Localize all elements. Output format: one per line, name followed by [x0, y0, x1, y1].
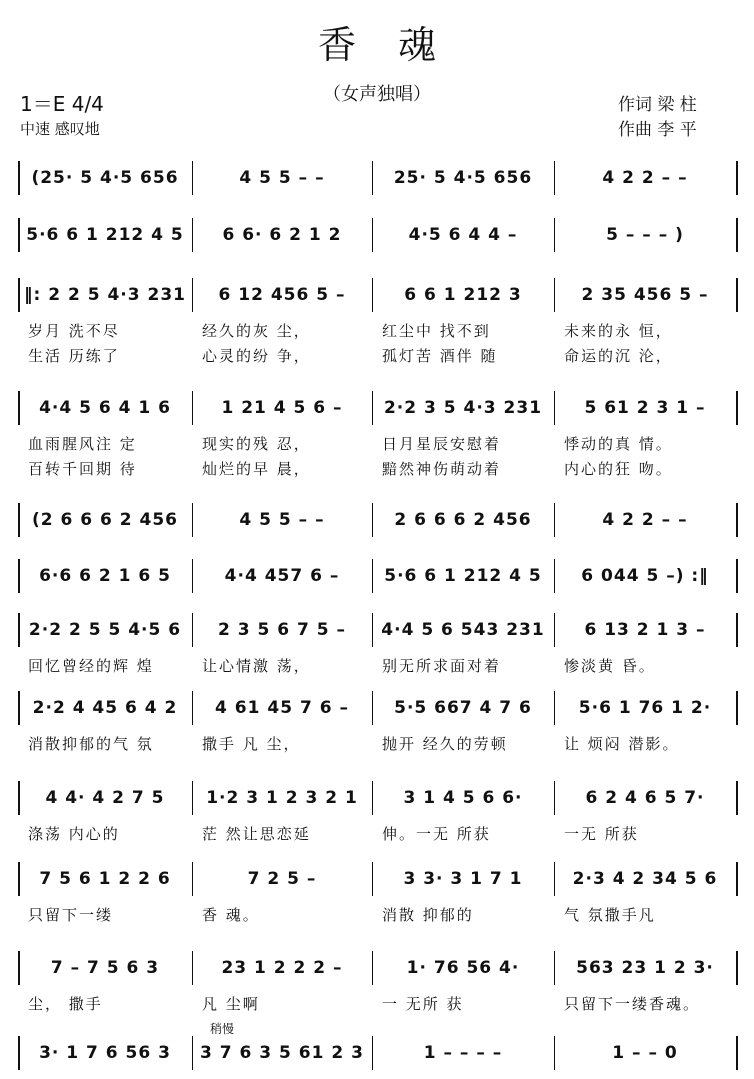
barline — [372, 862, 373, 896]
lyric-segment: 回忆曾经的辉 煌 — [28, 657, 154, 675]
measure: 5·6 6 1 212 4 5 — [384, 566, 542, 586]
barline — [372, 161, 373, 195]
barline — [192, 278, 193, 312]
lyric-segment: 只留下一缕香魂。 — [564, 995, 701, 1013]
lyric-segment: 惨淡黄 昏。 — [564, 657, 656, 675]
lyric-segment: 心灵的纷 争， — [202, 347, 311, 365]
barline — [554, 218, 555, 252]
lyric-segment: 灿烂的早 晨， — [202, 460, 311, 478]
lyric-segment: 日月星辰安慰着 — [382, 435, 502, 453]
barline — [18, 218, 20, 252]
notation-line — [0, 165, 754, 191]
barline — [192, 391, 193, 425]
barline — [554, 781, 555, 815]
notation-line — [0, 785, 754, 811]
barline — [736, 1036, 738, 1070]
measure: 1· 76 56 4· — [406, 958, 520, 978]
barline — [372, 278, 373, 312]
measure: 1·2 3 1 2 3 2 1 — [206, 788, 358, 808]
barline — [192, 559, 193, 593]
measure: 2·2 4 45 6 4 2 — [32, 698, 178, 718]
measure: 4 5 5 – – — [239, 168, 325, 188]
barline — [372, 613, 373, 647]
barline — [18, 1036, 20, 1070]
measure: 23 1 2 2 2 – — [221, 958, 343, 978]
barline — [554, 278, 555, 312]
lyric-segment: 气 氛撒手凡 — [564, 906, 656, 924]
measure: 2 3 5 6 7 5 – — [218, 620, 346, 640]
song-title: 香魂 — [317, 23, 478, 67]
measure: 3· 1 7 6 56 3 — [39, 1043, 171, 1063]
lyric-segment: 命运的沉 沦， — [564, 347, 673, 365]
measure: 2 35 456 5 – — [581, 285, 709, 305]
barline — [372, 559, 373, 593]
tempo-marking: 中速 感叹地 — [20, 120, 100, 138]
barline — [18, 691, 20, 725]
measure: 1 – – 0 — [612, 1043, 678, 1063]
lyric-segment: 悸动的真 情。 — [564, 435, 673, 453]
lyric-line — [0, 823, 754, 845]
measure: 7 2 5 – — [247, 869, 317, 889]
lyric-segment: 孤灯苦 酒伴 随 — [382, 347, 498, 365]
notation-line — [0, 222, 754, 248]
measure: 6 6 1 212 3 — [404, 285, 522, 305]
measure: 6 13 2 1 3 – — [584, 620, 706, 640]
lyric-segment: 百转千回期 待 — [28, 460, 137, 478]
lyric-segment: 只留下一缕 — [28, 906, 114, 924]
lyric-segment: 血雨腥风注 定 — [28, 435, 137, 453]
lyric-segment: 消散 抑郁的 — [382, 906, 474, 924]
lyric-segment: 尘， 撒手 — [28, 995, 103, 1013]
barline — [18, 161, 20, 195]
measure: 6 2 4 6 5 7· — [585, 788, 705, 808]
lyric-segment: 伸。一无 所获 — [382, 825, 491, 843]
measure: 6 6· 6 2 1 2 — [222, 225, 342, 245]
notation-line — [0, 282, 754, 308]
barline — [554, 559, 555, 593]
measure: (25· 5 4·5 656 — [31, 168, 179, 188]
barline — [736, 613, 738, 647]
barline — [736, 691, 738, 725]
lyric-segment: 让心情激 荡， — [202, 657, 311, 675]
measure: 4 61 45 7 6 – — [215, 698, 349, 718]
barline — [554, 503, 555, 537]
measure: 4 4· 4 2 7 5 — [45, 788, 165, 808]
lyric-segment: 涤荡 内心的 — [28, 825, 120, 843]
lyric-segment: 凡 尘啊 — [202, 995, 260, 1013]
composer-credit: 作曲 李 平 — [618, 120, 697, 140]
measure: 2·2 3 5 4·3 231 — [383, 398, 543, 418]
lyric-line — [0, 345, 754, 367]
barline — [18, 862, 20, 896]
barline — [192, 862, 193, 896]
measure: 25· 5 4·5 656 — [393, 168, 533, 188]
measure: 1 21 4 5 6 – — [221, 398, 343, 418]
lyric-segment: 未来的永 恒， — [564, 322, 673, 340]
measure: 5·6 6 1 212 4 5 — [26, 225, 184, 245]
barline — [372, 503, 373, 537]
notation-line — [0, 507, 754, 533]
lyric-segment: 香 魂。 — [202, 906, 260, 924]
measure: 3 1 4 5 6 6· — [403, 788, 523, 808]
lyric-segment: 抛开 经久的劳顿 — [382, 735, 508, 753]
lyricist-credit: 作词 梁 柱 — [618, 95, 697, 115]
lyric-segment: 消散抑郁的气 氛 — [28, 735, 154, 753]
lyric-segment: 岁月 洗不尽 — [28, 322, 120, 340]
measure: 6 044 5 –) :‖ — [581, 566, 709, 586]
barline — [736, 218, 738, 252]
measure: 7 – 7 5 6 3 — [50, 958, 160, 978]
measure: 6 12 456 5 – — [218, 285, 346, 305]
notation-line — [0, 1040, 754, 1066]
measure: 5 61 2 3 1 – — [584, 398, 706, 418]
barline — [372, 218, 373, 252]
lyric-segment: 黯然神伤萌动着 — [382, 460, 502, 478]
barline — [192, 691, 193, 725]
measure: ‖: 2 2 5 4·3 231 — [24, 285, 186, 305]
barline — [736, 559, 738, 593]
barline — [736, 862, 738, 896]
lyric-segment: 生活 历练了 — [28, 347, 120, 365]
measure: 4·5 6 4 4 – — [408, 225, 518, 245]
lyric-segment: 红尘中 找不到 — [382, 322, 491, 340]
measure: 4·4 5 6 4 1 6 — [39, 398, 171, 418]
measure: 4·4 5 6 543 231 — [381, 620, 545, 640]
barline — [554, 1036, 555, 1070]
barline — [554, 862, 555, 896]
lyric-segment: 茫 然让思恋延 — [202, 825, 311, 843]
measure: 7 5 6 1 2 2 6 — [39, 869, 171, 889]
lyric-segment: 经久的灰 尘， — [202, 322, 311, 340]
measure: 5·5 667 4 7 6 — [394, 698, 532, 718]
lyric-line — [0, 655, 754, 677]
lyric-segment: 内心的狂 吻。 — [564, 460, 673, 478]
measure: 3 3· 3 1 7 1 — [403, 869, 523, 889]
measure: 5 – – – ) — [606, 225, 684, 245]
barline — [18, 391, 20, 425]
lyric-segment: 撒手 凡 尘， — [202, 735, 301, 753]
measure: 4 2 2 – – — [602, 168, 688, 188]
barline — [18, 613, 20, 647]
notation-line — [0, 955, 754, 981]
barline — [372, 691, 373, 725]
barline — [192, 951, 193, 985]
measure: 4 2 2 – – — [602, 510, 688, 530]
barline — [18, 781, 20, 815]
barline — [736, 951, 738, 985]
barline — [736, 391, 738, 425]
barline — [18, 559, 20, 593]
measure: (2 6 6 6 2 456 — [32, 510, 178, 530]
barline — [192, 781, 193, 815]
notation-line — [0, 617, 754, 643]
tempo-change-marking: 稍慢 — [210, 1022, 235, 1036]
lyric-segment: 让 烦闷 潜影。 — [564, 735, 680, 753]
barline — [736, 503, 738, 537]
notation-line — [0, 866, 754, 892]
lyric-line — [0, 904, 754, 926]
notation-line — [0, 395, 754, 421]
barline — [554, 951, 555, 985]
measure: 6·6 6 2 1 6 5 — [39, 566, 171, 586]
notation-line — [0, 563, 754, 589]
barline — [372, 781, 373, 815]
lyric-segment: 别无所求面对着 — [382, 657, 502, 675]
song-subtitle: （女声独唱） — [323, 84, 431, 105]
barline — [18, 278, 20, 312]
barline — [736, 278, 738, 312]
lyric-line — [0, 320, 754, 342]
measure: 2 6 6 6 2 456 — [394, 510, 532, 530]
barline — [554, 613, 555, 647]
measure: 2·2 2 5 5 4·5 6 — [28, 620, 182, 640]
barline — [372, 951, 373, 985]
barline — [554, 161, 555, 195]
barline — [372, 391, 373, 425]
measure: 563 23 1 2 3· — [576, 958, 714, 978]
lyric-segment: 现实的残 忍， — [202, 435, 311, 453]
lyric-segment: 一无 所获 — [564, 825, 639, 843]
barline — [18, 951, 20, 985]
measure: 1 – – – – — [423, 1043, 503, 1063]
barline — [736, 781, 738, 815]
key-signature: 1＝E 4/4 — [20, 92, 104, 116]
measure: 4 5 5 – – — [239, 510, 325, 530]
barline — [554, 691, 555, 725]
lyric-line — [0, 993, 754, 1015]
lyric-segment: 一 无所 获 — [382, 995, 464, 1013]
notation-line — [0, 695, 754, 721]
measure: 3 7 6 3 5 61 2 3 — [200, 1043, 364, 1063]
barline — [192, 161, 193, 195]
barline — [192, 218, 193, 252]
barline — [192, 613, 193, 647]
barline — [192, 503, 193, 537]
measure: 4·4 457 6 – — [224, 566, 340, 586]
barline — [736, 161, 738, 195]
barline — [192, 1036, 193, 1070]
measure: 2·3 4 2 34 5 6 — [572, 869, 718, 889]
lyric-line — [0, 733, 754, 755]
barline — [18, 503, 20, 537]
measure: 5·6 1 76 1 2· — [578, 698, 712, 718]
lyric-line — [0, 458, 754, 480]
barline — [372, 1036, 373, 1070]
lyric-line — [0, 433, 754, 455]
barline — [554, 391, 555, 425]
